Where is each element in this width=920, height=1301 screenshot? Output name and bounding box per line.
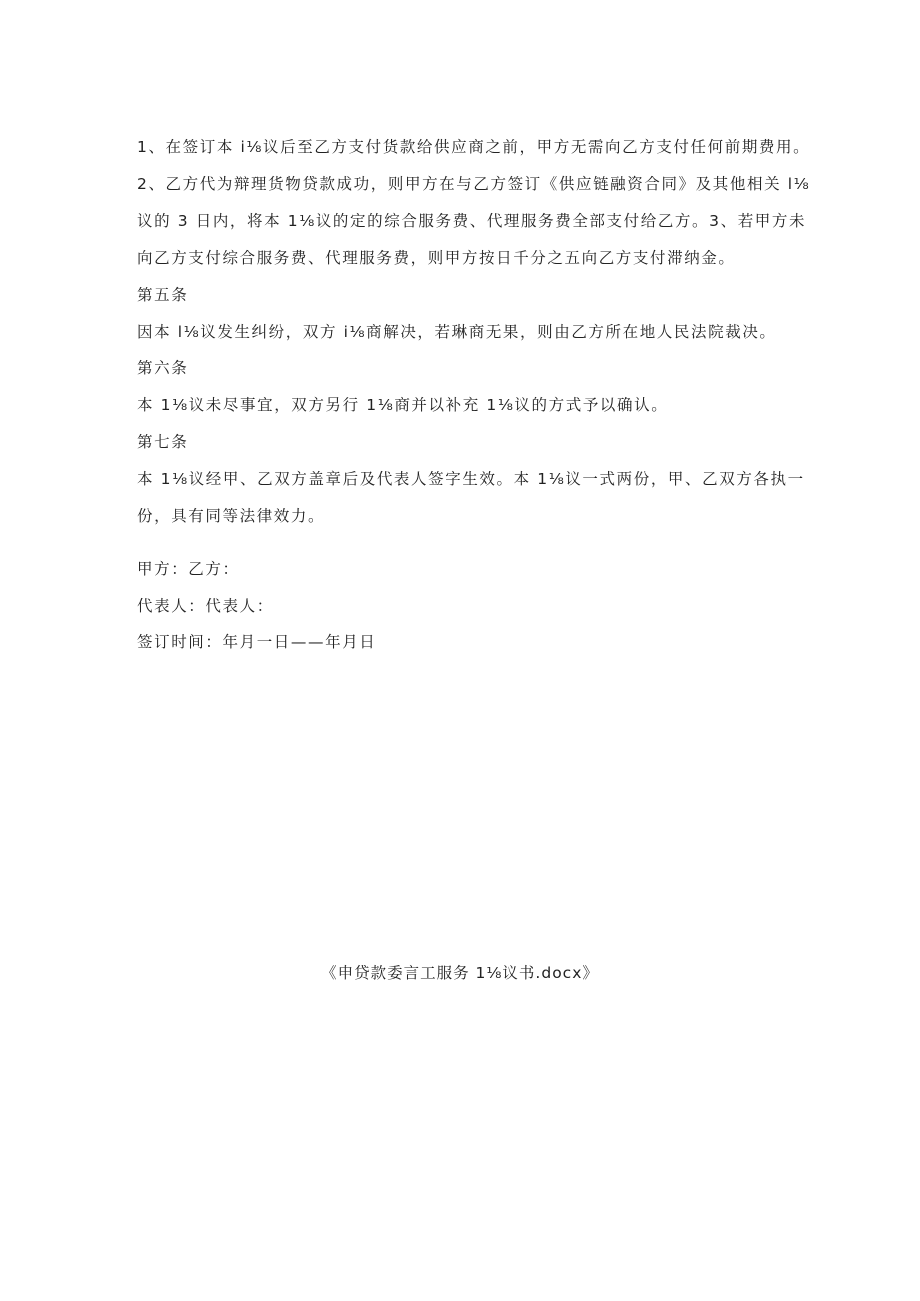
- clause-4-item-2-cont: 议的 3 日内，将本 1⅛议的定的综合服务费、代理服务费全部支付给乙方。3、若甲方未: [137, 212, 807, 230]
- signature-date: 签订时间：年月一日——年月日: [137, 633, 377, 651]
- clause-4-item-1: 1、在签订本 i⅛议后至乙方支付货款给供应商之前，甲方无需向乙方支付任何前期费用。: [137, 138, 811, 156]
- clause-7-text-cont: 份，具有同等法律效力。: [137, 507, 326, 525]
- clause-6-heading: 第六条: [137, 359, 189, 377]
- clause-5-heading: 第五条: [137, 286, 189, 304]
- clause-4-item-3-cont: 向乙方支付综合服务费、代理服务费，则甲方按日千分之五向乙方支付滞纳金。: [137, 249, 736, 267]
- clause-6-text: 本 1⅛议未尽事宜，双方另行 1⅛商并以补充 1⅛议的方式予以确认。: [137, 396, 669, 414]
- signature-representatives: 代表人：代表人：: [137, 597, 274, 615]
- signature-parties: 甲方：乙方：: [137, 560, 240, 578]
- clause-4-item-2: 2、乙方代为辩理货物贷款成功，则甲方在与乙方签订《供应链融资合同》及其他相关 l⅛: [137, 175, 811, 193]
- clause-5-text: 因本 l⅛议发生纠纷，双方 i⅛商解决，若琳商无果，则由乙方所在地人民法院裁决。: [137, 323, 777, 341]
- clause-7-text: 本 1⅛议经甲、乙双方盖章后及代表人签字生效。本 1⅛议一式两份，甲、乙双方各执一: [137, 470, 805, 488]
- clause-7-heading: 第七条: [137, 433, 189, 451]
- document-file-title: 《申贷款委言工服务 1⅛议书.docx》: [321, 964, 599, 982]
